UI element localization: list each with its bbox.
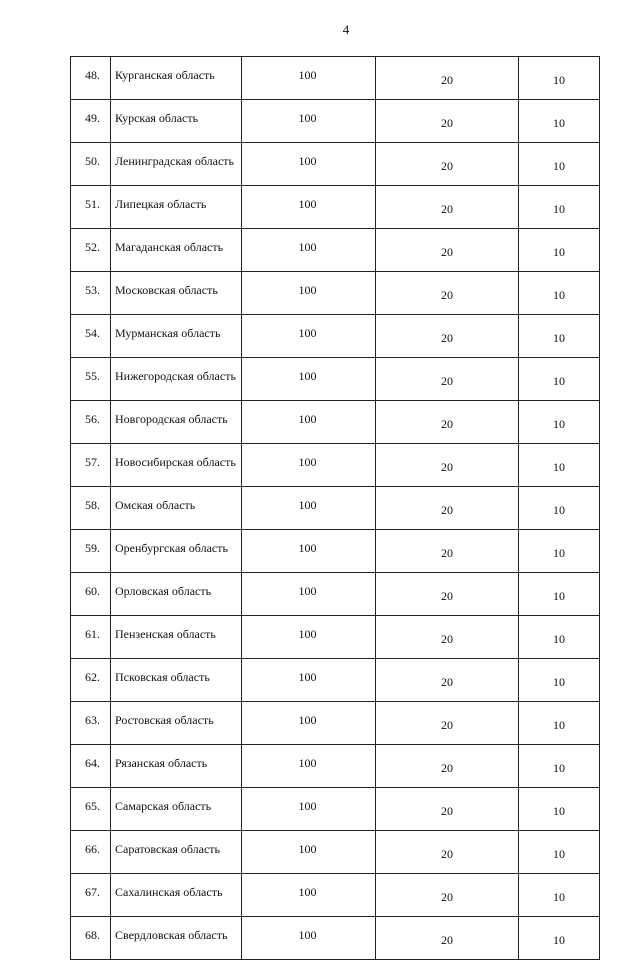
value-column-3: 10 <box>519 874 600 917</box>
region-name: Новосибирская область <box>111 444 242 487</box>
table-row <box>71 358 600 401</box>
table-row <box>71 487 600 530</box>
region-name: Псковская область <box>111 659 242 702</box>
value-column-1: 100 <box>242 444 376 487</box>
value-column-3: 10 <box>519 530 600 573</box>
value-column-1: 100 <box>242 917 376 960</box>
value-column-2: 20 <box>376 358 519 401</box>
table-row <box>71 143 600 186</box>
value-column-1: 100 <box>242 530 376 573</box>
value-column-2: 20 <box>376 702 519 745</box>
region-name: Новгородская область <box>111 401 242 444</box>
value-column-3: 10 <box>519 444 600 487</box>
region-name: Орловская область <box>111 573 242 616</box>
row-number: 57. <box>71 444 111 487</box>
value-column-3: 10 <box>519 659 600 702</box>
row-number: 67. <box>71 874 111 917</box>
table-row <box>71 401 600 444</box>
region-name: Ленинградская область <box>111 143 242 186</box>
value-column-1: 100 <box>242 143 376 186</box>
value-column-3: 10 <box>519 229 600 272</box>
table-row <box>71 100 600 143</box>
table-row <box>71 186 600 229</box>
row-number: 54. <box>71 315 111 358</box>
value-column-3: 10 <box>519 143 600 186</box>
table-row <box>71 917 600 960</box>
region-name: Пензенская область <box>111 616 242 659</box>
region-name: Мурманская область <box>111 315 242 358</box>
region-name: Омская область <box>111 487 242 530</box>
value-column-1: 100 <box>242 229 376 272</box>
region-name: Саратовская область <box>111 831 242 874</box>
value-column-3: 10 <box>519 745 600 788</box>
value-column-3: 10 <box>519 573 600 616</box>
row-number: 61. <box>71 616 111 659</box>
region-name: Сахалинская область <box>111 874 242 917</box>
row-number: 56. <box>71 401 111 444</box>
value-column-3: 10 <box>519 272 600 315</box>
table-row <box>71 874 600 917</box>
value-column-1: 100 <box>242 358 376 401</box>
value-column-2: 20 <box>376 57 519 100</box>
row-number: 55. <box>71 358 111 401</box>
value-column-1: 100 <box>242 315 376 358</box>
row-number: 63. <box>71 702 111 745</box>
value-column-2: 20 <box>376 186 519 229</box>
value-column-1: 100 <box>242 487 376 530</box>
row-number: 62. <box>71 659 111 702</box>
value-column-2: 20 <box>376 401 519 444</box>
value-column-2: 20 <box>376 444 519 487</box>
value-column-3: 10 <box>519 616 600 659</box>
row-number: 50. <box>71 143 111 186</box>
value-column-1: 100 <box>242 57 376 100</box>
value-column-2: 20 <box>376 659 519 702</box>
table-row <box>71 530 600 573</box>
region-name: Курганская область <box>111 57 242 100</box>
value-column-1: 100 <box>242 272 376 315</box>
value-column-2: 20 <box>376 745 519 788</box>
value-column-2: 20 <box>376 272 519 315</box>
value-column-2: 20 <box>376 917 519 960</box>
row-number: 48. <box>71 57 111 100</box>
region-name: Магаданская область <box>111 229 242 272</box>
table-row <box>71 745 600 788</box>
value-column-2: 20 <box>376 616 519 659</box>
region-name: Московская область <box>111 272 242 315</box>
region-name: Курская область <box>111 100 242 143</box>
table-row <box>71 444 600 487</box>
row-number: 64. <box>71 745 111 788</box>
table-row <box>71 616 600 659</box>
value-column-1: 100 <box>242 788 376 831</box>
value-column-3: 10 <box>519 831 600 874</box>
value-column-1: 100 <box>242 745 376 788</box>
value-column-2: 20 <box>376 487 519 530</box>
value-column-1: 100 <box>242 100 376 143</box>
value-column-3: 10 <box>519 358 600 401</box>
value-column-1: 100 <box>242 702 376 745</box>
value-column-3: 10 <box>519 702 600 745</box>
row-number: 51. <box>71 186 111 229</box>
table-row <box>71 57 600 100</box>
row-number: 49. <box>71 100 111 143</box>
value-column-3: 10 <box>519 487 600 530</box>
region-name: Оренбургская область <box>111 530 242 573</box>
value-column-1: 100 <box>242 831 376 874</box>
row-number: 66. <box>71 831 111 874</box>
value-column-2: 20 <box>376 788 519 831</box>
value-column-2: 20 <box>376 315 519 358</box>
value-column-3: 10 <box>519 788 600 831</box>
table-row <box>71 573 600 616</box>
value-column-2: 20 <box>376 530 519 573</box>
row-number: 59. <box>71 530 111 573</box>
regions-table <box>70 56 600 960</box>
value-column-2: 20 <box>376 831 519 874</box>
value-column-1: 100 <box>242 401 376 444</box>
table-row <box>71 659 600 702</box>
region-name: Рязанская область <box>111 745 242 788</box>
table-row <box>71 702 600 745</box>
table-row <box>71 788 600 831</box>
value-column-2: 20 <box>376 229 519 272</box>
region-name: Ростовская область <box>111 702 242 745</box>
table-row <box>71 272 600 315</box>
value-column-1: 100 <box>242 659 376 702</box>
value-column-1: 100 <box>242 874 376 917</box>
row-number: 68. <box>71 917 111 960</box>
page-number: 4 <box>342 22 350 37</box>
value-column-1: 100 <box>242 573 376 616</box>
value-column-3: 10 <box>519 401 600 444</box>
value-column-3: 10 <box>519 100 600 143</box>
value-column-3: 10 <box>519 917 600 960</box>
value-column-2: 20 <box>376 573 519 616</box>
value-column-3: 10 <box>519 57 600 100</box>
value-column-3: 10 <box>519 315 600 358</box>
region-name: Нижегородская область <box>111 358 242 401</box>
table-row <box>71 315 600 358</box>
row-number: 52. <box>71 229 111 272</box>
table-row <box>71 831 600 874</box>
value-column-3: 10 <box>519 186 600 229</box>
region-name: Липецкая область <box>111 186 242 229</box>
value-column-2: 20 <box>376 874 519 917</box>
value-column-2: 20 <box>376 100 519 143</box>
value-column-2: 20 <box>376 143 519 186</box>
row-number: 65. <box>71 788 111 831</box>
table-row <box>71 229 600 272</box>
region-name: Свердловская область <box>111 917 242 960</box>
row-number: 60. <box>71 573 111 616</box>
row-number: 58. <box>71 487 111 530</box>
row-number: 53. <box>71 272 111 315</box>
value-column-1: 100 <box>242 186 376 229</box>
value-column-1: 100 <box>242 616 376 659</box>
region-name: Самарская область <box>111 788 242 831</box>
